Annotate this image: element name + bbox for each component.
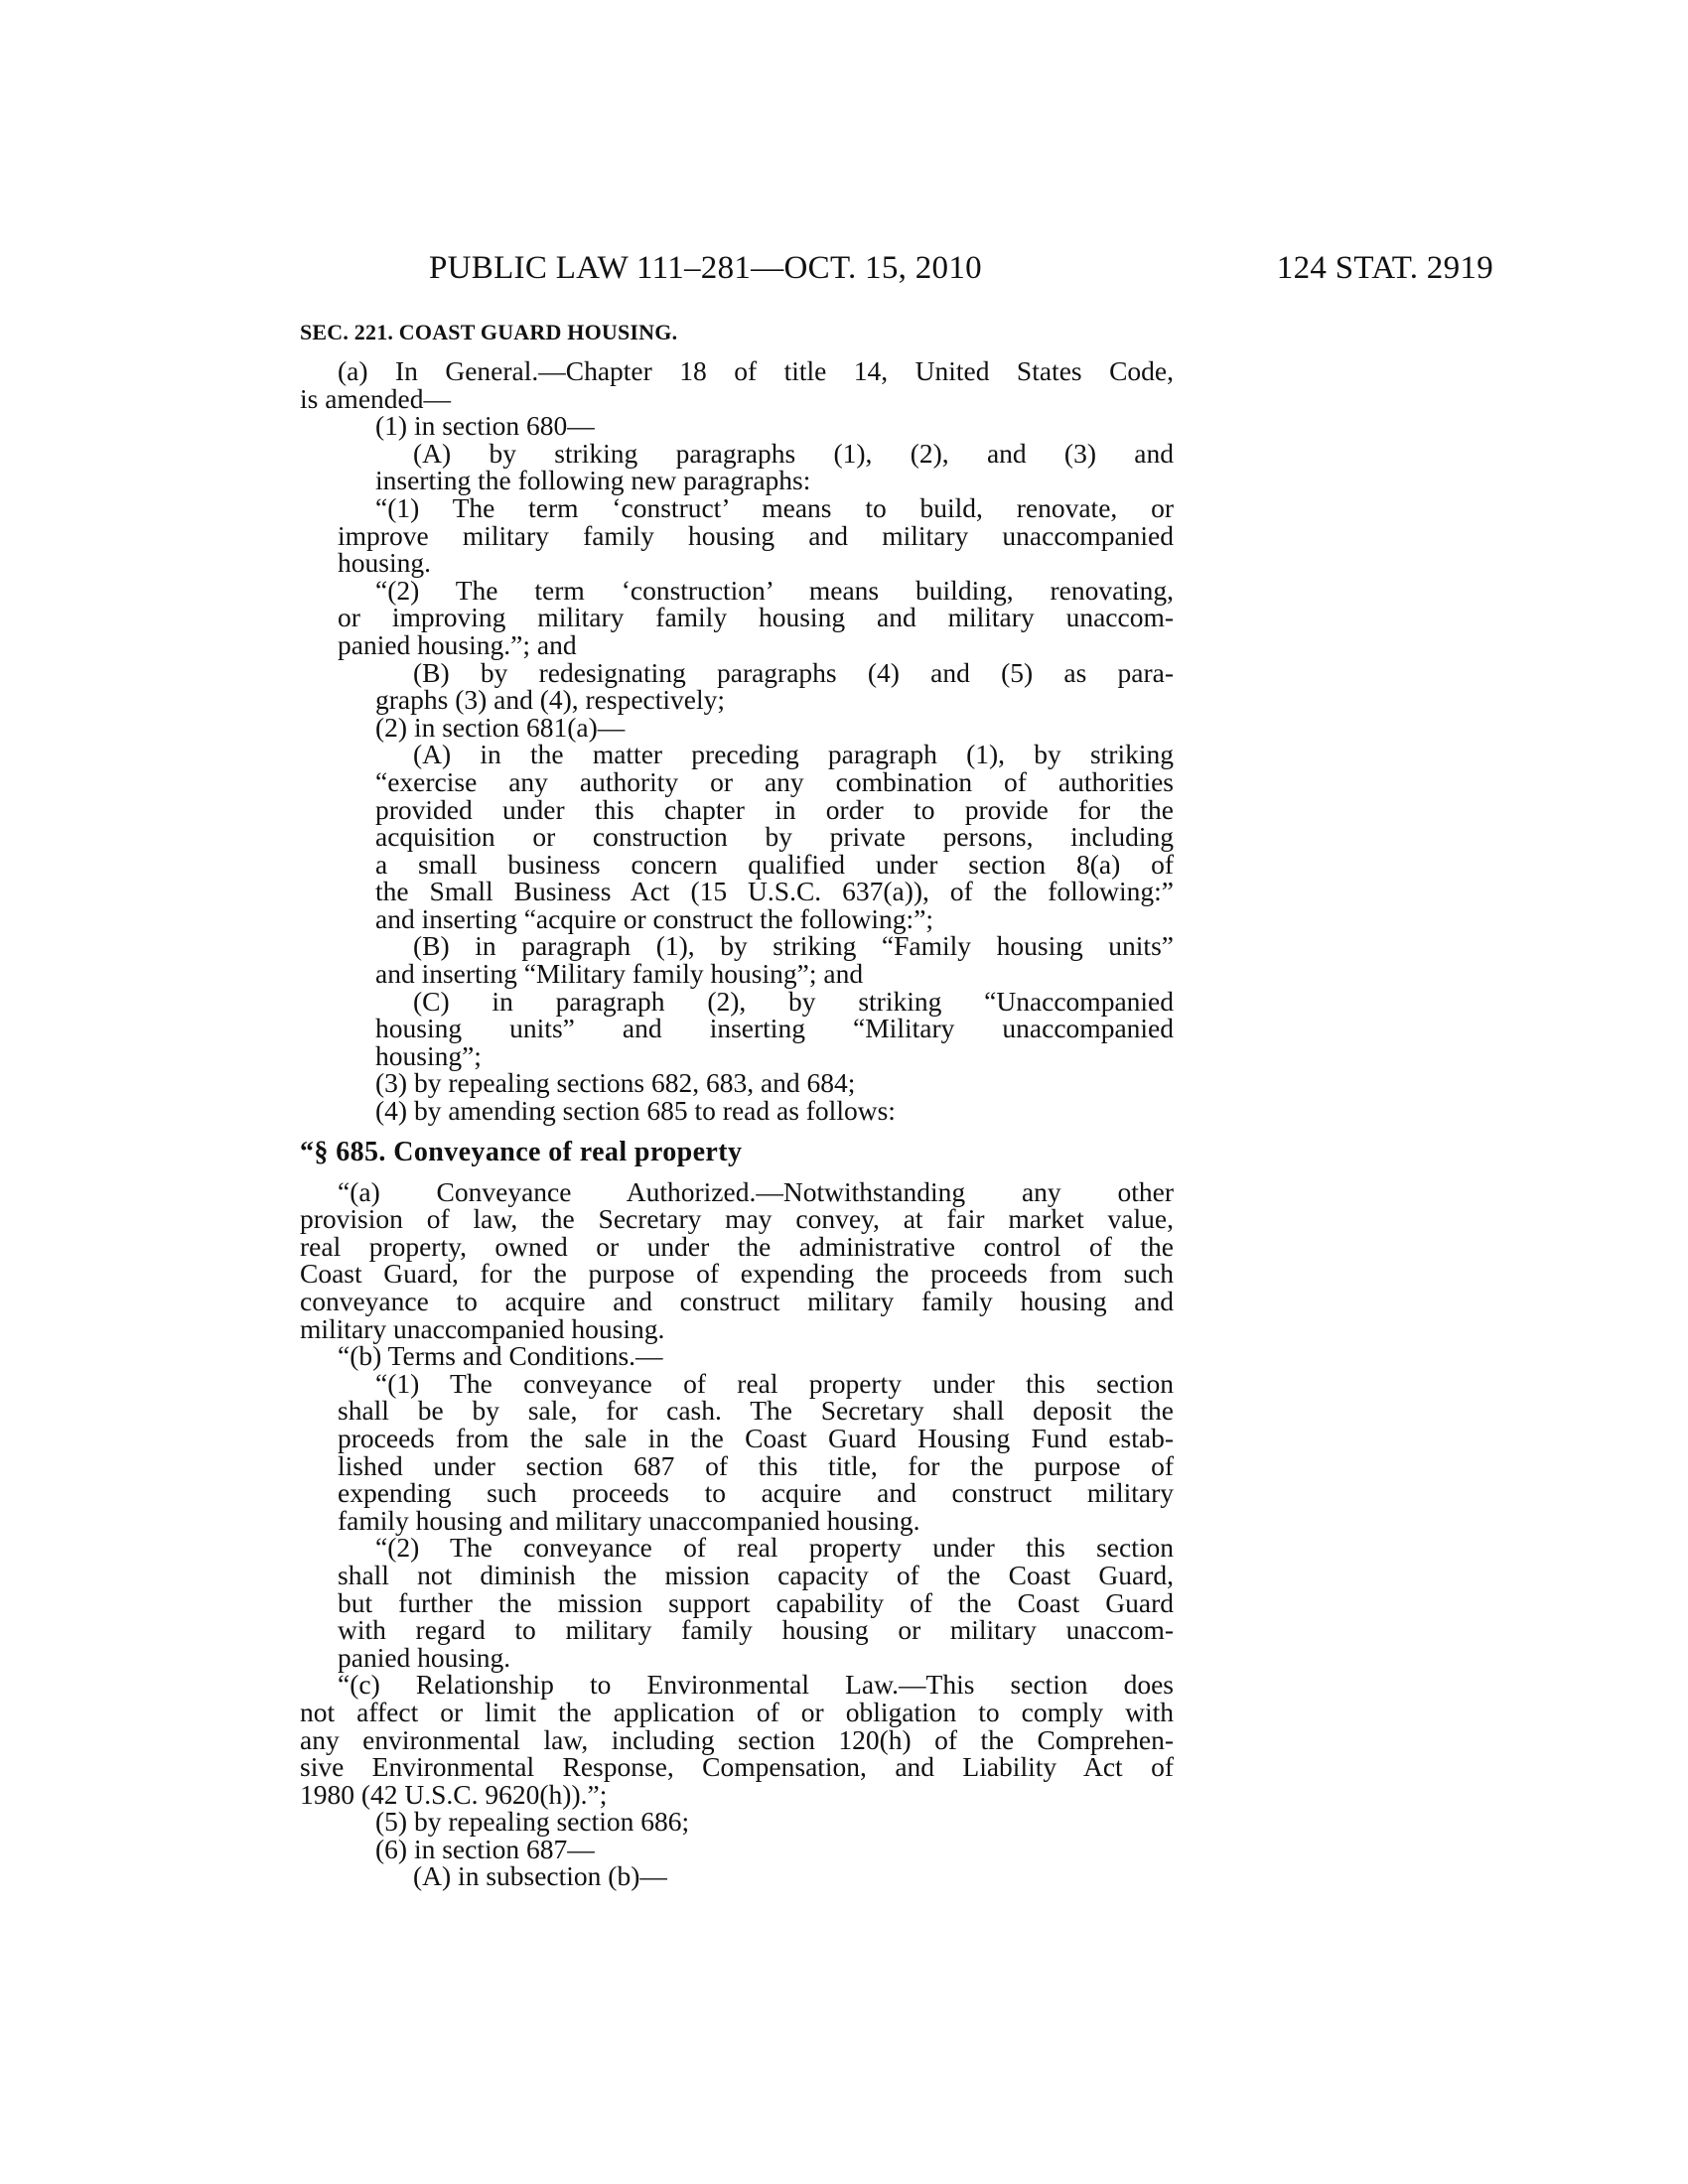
text-line: “(2) The term ‘construction’ means building, renovating, — [375, 574, 1174, 606]
text-line: and inserting “acquire or construct the following:”; — [375, 902, 934, 934]
text-line: expending such proceeds to acquire and construct military — [338, 1477, 1174, 1509]
text-line: (B) in paragraph (1), by striking “Family housing units” — [413, 930, 1174, 962]
text-line: (6) in section 687— — [375, 1833, 595, 1864]
body-text — [300, 320, 1174, 1890]
text-line: a small business concern qualified under section 8(a) of — [375, 848, 1174, 880]
text-line: real property, owned or under the administrative control of the — [300, 1230, 1174, 1262]
subsection-heading: “§ 685. Conveyance of real property — [300, 1136, 743, 1167]
section-heading: SEC. 221. COAST GUARD HOUSING. — [300, 320, 678, 344]
text-line: “(c) Relationship to Environmental Law.—This section does — [338, 1669, 1174, 1701]
text-line: 1980 (42 U.S.C. 9620(h)).”; — [300, 1778, 608, 1810]
text-line: lished under section 687 of this title, for the purpose of — [338, 1449, 1174, 1481]
text-line: improve military family housing and military unaccompanied — [338, 519, 1174, 551]
text-line: any environmental law, including section 120(h) of the Comprehen- — [300, 1723, 1174, 1755]
text-line: shall not diminish the mission capacity of the Coast Guard, — [338, 1559, 1174, 1590]
text-line: military unaccompanied housing. — [300, 1312, 665, 1344]
text-line: (1) in section 680— — [375, 410, 595, 442]
law-title: PUBLIC LAW 111–281—OCT. 15, 2010 — [429, 250, 982, 286]
text-line: with regard to military family housing or military unaccom- — [338, 1614, 1174, 1646]
text-line: “(b) Terms and Conditions.— — [338, 1340, 663, 1372]
section-221-text — [300, 357, 1174, 1125]
text-line: conveyance to acquire and construct military family housing and — [300, 1286, 1174, 1316]
text-line: proceeds from the sale in the Coast Guard Housing Fund estab- — [338, 1422, 1174, 1453]
text-line: acquisition or construction by private persons, including — [375, 821, 1174, 853]
text-line: (5) by repealing section 686; — [375, 1806, 690, 1838]
text-line: (3) by repealing sections 682, 683, and 684; — [375, 1067, 856, 1099]
text-line: “(1) The conveyance of real property under this section — [375, 1367, 1174, 1399]
text-line: not affect or limit the application of or obligation to comply with — [300, 1696, 1174, 1727]
text-line: inserting the following new paragraphs: — [375, 465, 811, 496]
stat-reference: 124 STAT. 2919 — [1276, 250, 1493, 286]
text-line: sive Environmental Response, Compensation, and Liability Act of — [300, 1751, 1174, 1783]
text-line: (A) by striking paragraphs (1), (2), and (3) and — [413, 437, 1174, 469]
text-line: (C) in paragraph (2), by striking “Unaccompanied — [413, 985, 1174, 1017]
text-line: family housing and military unaccompanied housing. — [338, 1504, 920, 1536]
text-line: and inserting “Military family housing”; and — [375, 958, 864, 990]
text-line: (4) by amending section 685 to read as follows: — [375, 1095, 896, 1127]
text-line: housing units” and inserting “Military unaccompanied — [375, 1013, 1174, 1044]
text-line: provided under this chapter in order to provide for the — [375, 793, 1174, 825]
section-685-text — [300, 1175, 1174, 1892]
text-line: “(a) Conveyance Authorized.—Notwithstanding any other — [338, 1175, 1174, 1207]
text-line: (a) In General.—Chapter 18 of title 14, United States Code, — [338, 355, 1174, 386]
text-line: but further the mission support capability of the Coast Guard — [338, 1586, 1174, 1618]
text-line: housing”; — [375, 1039, 482, 1071]
text-line: provision of law, the Secretary may convey, at fair market value, — [300, 1203, 1174, 1235]
text-line: housing. — [338, 547, 431, 579]
text-line: (A) in subsection (b)— — [413, 1860, 667, 1892]
text-line: “(2) The conveyance of real property under this section — [375, 1532, 1174, 1564]
text-line: shall be by sale, for cash. The Secretary shall deposit the — [338, 1395, 1174, 1427]
text-line: panied housing. — [338, 1641, 511, 1673]
text-line: “(1) The term ‘construct’ means to build, renovate, or — [375, 491, 1174, 523]
text-line: Coast Guard, for the purpose of expending the proceeds from such — [300, 1258, 1174, 1290]
text-line: or improving military family housing and military unaccom- — [338, 602, 1174, 633]
text-line: graphs (3) and (4), respectively; — [375, 684, 726, 716]
text-line: (2) in section 681(a)— — [375, 711, 626, 743]
text-line: the Small Business Act (15 U.S.C. 637(a)), of the following:” — [375, 876, 1174, 907]
text-line: (B) by redesignating paragraphs (4) and (5) as para- — [413, 656, 1174, 688]
text-line: (A) in the matter preceding paragraph (1), by striking — [413, 739, 1174, 770]
text-line: panied housing.”; and — [338, 628, 577, 660]
text-line: is amended— — [300, 382, 451, 414]
text-line: “exercise any authority or any combination of authorities — [375, 765, 1174, 797]
